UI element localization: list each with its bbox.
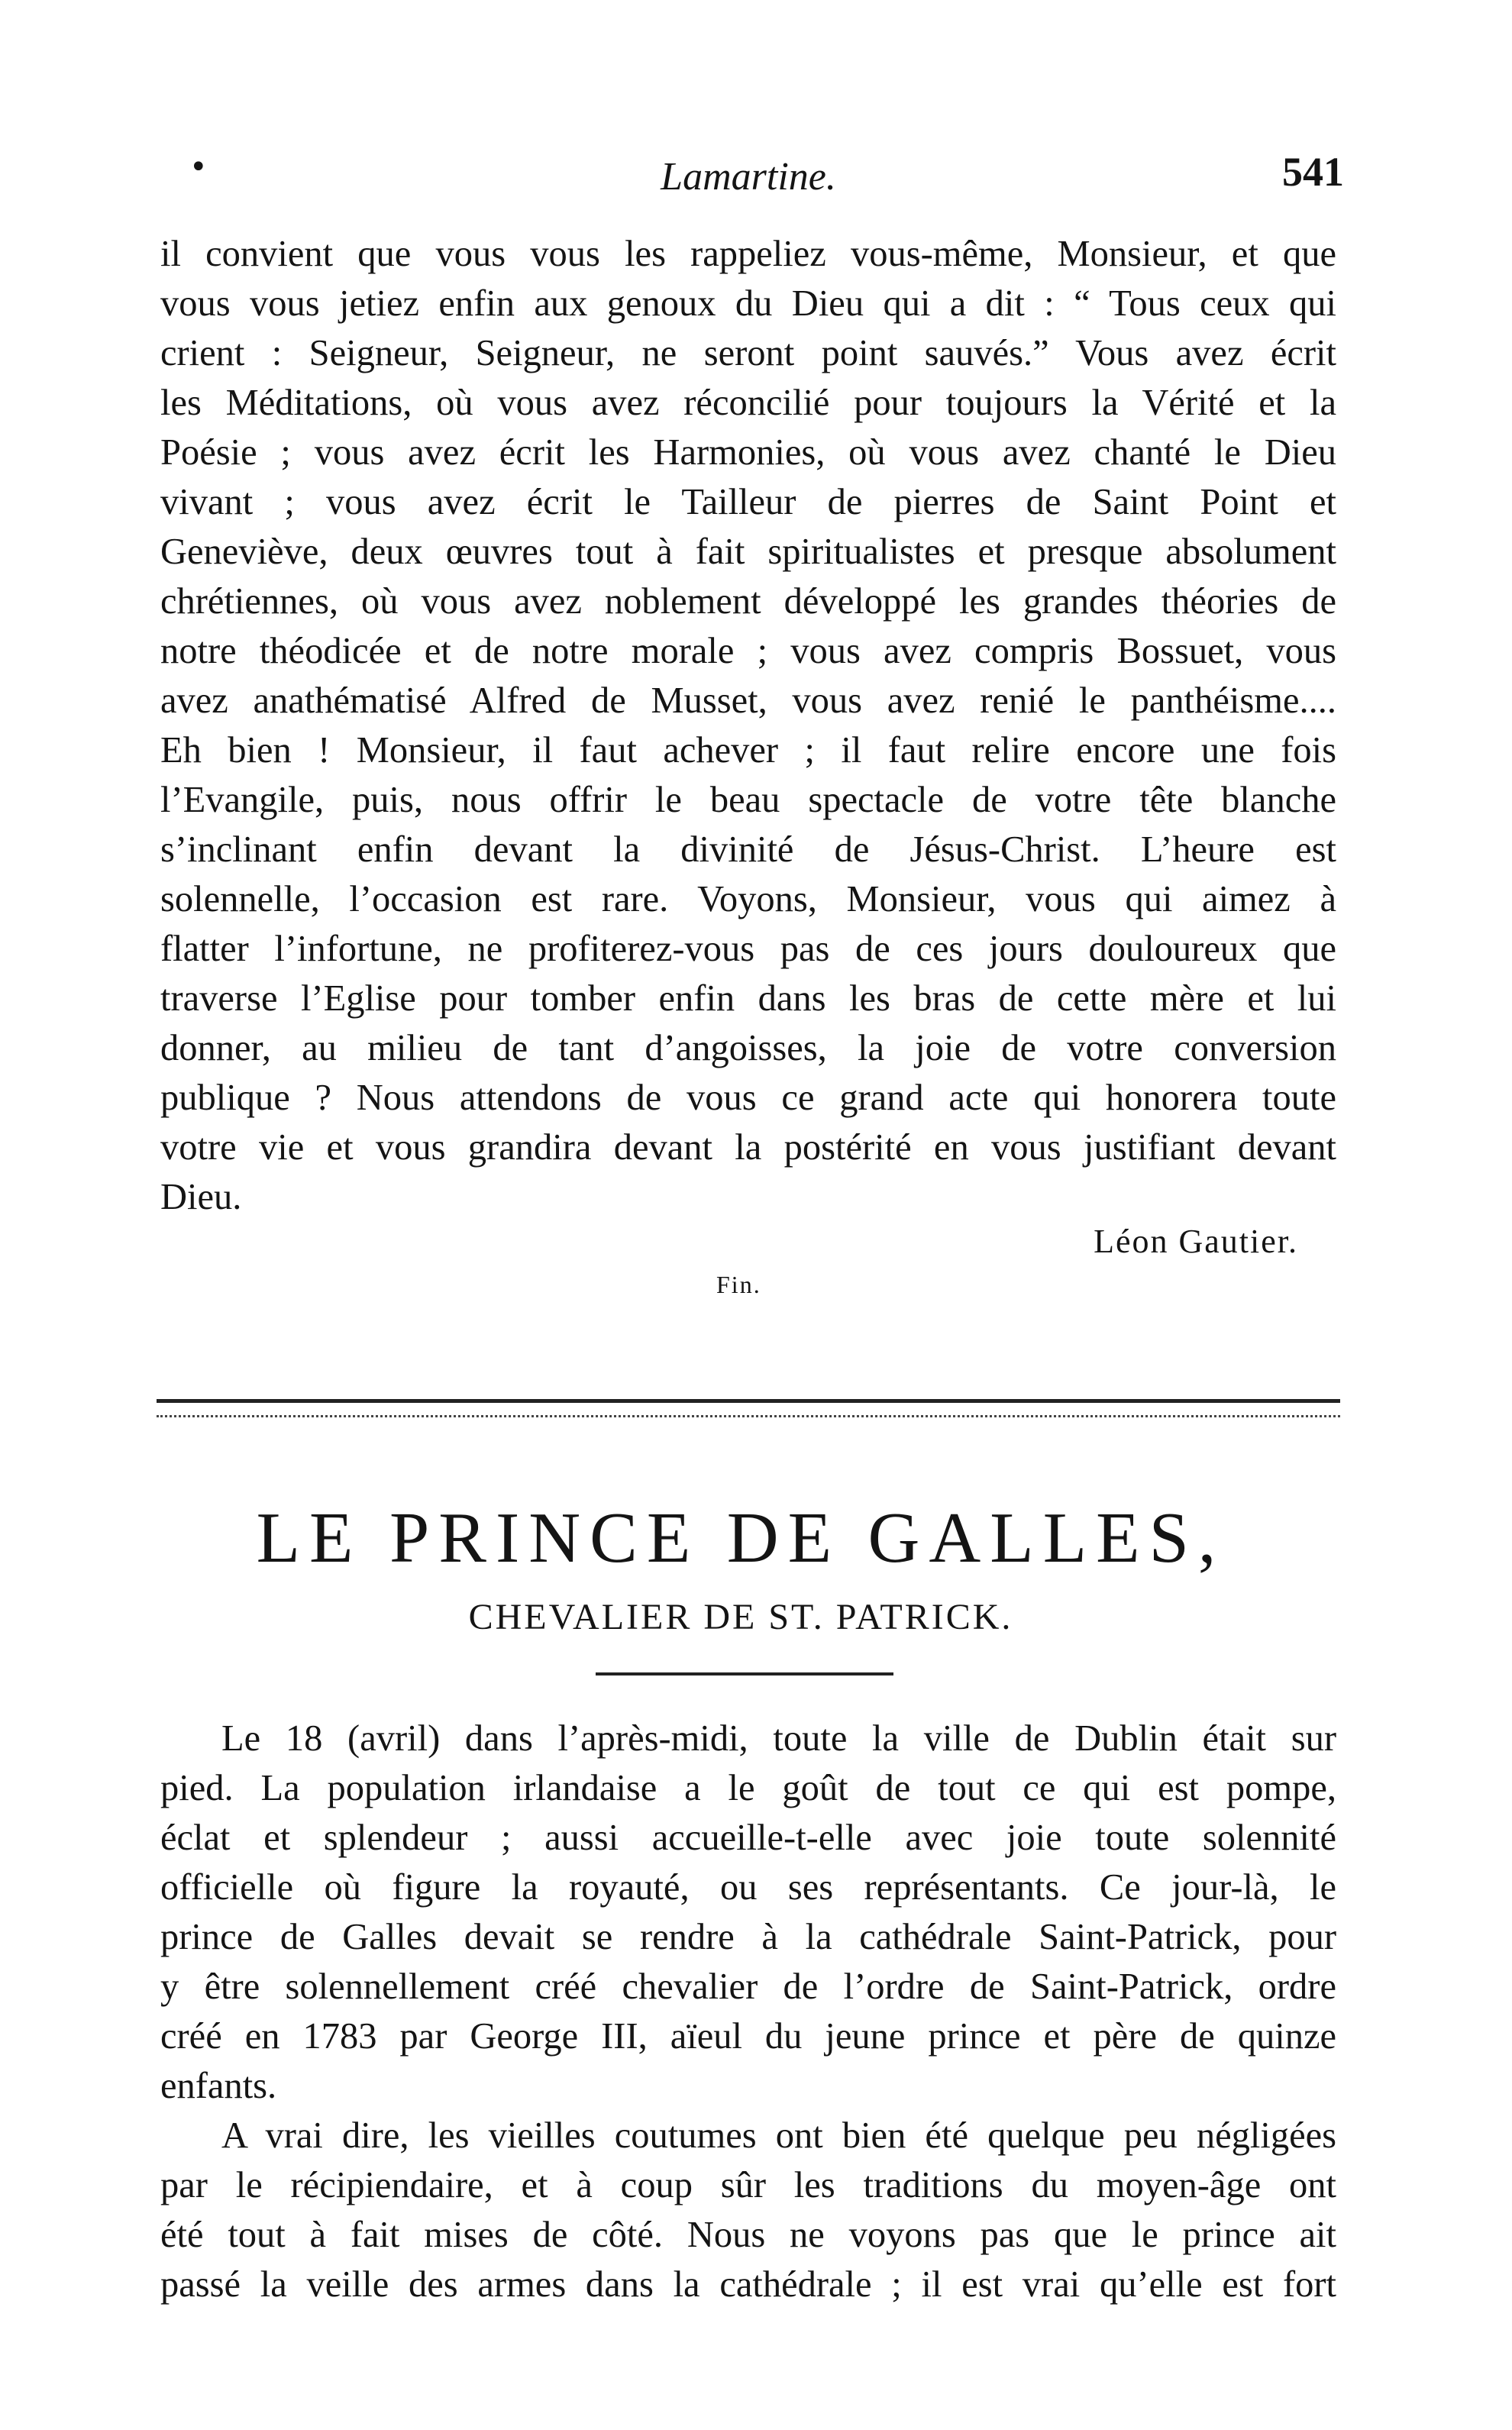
text-line: été tout à fait mises de côté. Nous ne voyons pas que le prince ait — [160, 2215, 1336, 2255]
text-line: vous vous jetiez enfin aux genoux du Dieu qui a dit : “ Tous ceux qui — [160, 283, 1336, 324]
text-line: Poésie ; vous avez écrit les Harmonies, où vous avez chanté le Dieu — [160, 432, 1336, 473]
author-signature: Léon Gautier. — [1094, 1223, 1298, 1260]
text-line: Eh bien ! Monsieur, il faut achever ; il faut relire encore une fois — [160, 730, 1336, 771]
text-line: l’Evangile, puis, nous offrir le beau spectacle de votre tête blanche — [160, 780, 1336, 820]
text-line: notre théodicée et de notre morale ; vous avez compris Bossuet, vous — [160, 631, 1336, 671]
text-line: Dieu. — [160, 1177, 242, 1217]
text-line: avez anathématisé Alfred de Musset, vous avez renié le panthéisme.... — [160, 680, 1336, 721]
text-line: Le 18 (avril) dans l’après-midi, toute la ville de Dublin était sur — [221, 1718, 1336, 1759]
article2-paragraph-2 — [160, 2111, 1336, 2309]
text-line: s’inclinant enfin devant la divinité de Jésus-Christ. L’heure est — [160, 829, 1336, 870]
text-line: traverse l’Eglise pour tomber enfin dans les bras de cette mère et lui — [160, 978, 1336, 1019]
text-line: A vrai dire, les vieilles coutumes ont bien été quelque peu négligées — [221, 2115, 1336, 2156]
article-subtitle: CHEVALIER DE ST. PATRICK. — [468, 1597, 1013, 1637]
text-line: solennelle, l’occasion est rare. Voyons, Monsieur, vous qui aimez à — [160, 879, 1336, 919]
text-line: y être solennellement créé chevalier de l’ordre de Saint-Patrick, ordre — [160, 1966, 1336, 2007]
text-line: passé la veille des armes dans la cathédrale ; il est vrai qu’elle est fort — [160, 2264, 1336, 2305]
article-title: LE PRINCE DE GALLES, — [256, 1498, 1226, 1578]
text-line: Geneviève, deux œuvres tout à fait spiritualistes et presque absolument — [160, 532, 1336, 572]
text-line: crient : Seigneur, Seigneur, ne seront point sauvés.” Vous avez écrit — [160, 333, 1336, 373]
text-line: prince de Galles devait se rendre à la cathédrale Saint-Patrick, pour — [160, 1917, 1336, 1957]
title-rule — [596, 1672, 893, 1675]
fin-mark: Fin. — [716, 1271, 761, 1298]
page-number: 541 — [1282, 149, 1344, 195]
text-line: publique ? Nous attendons de vous ce grand acte qui honorera toute — [160, 1078, 1336, 1118]
text-line: éclat et splendeur ; aussi accueille-t-elle avec joie toute solennité — [160, 1818, 1336, 1858]
header-bullet: • — [189, 150, 208, 185]
text-line: officielle où figure la royauté, ou ses représentants. Ce jour-là, le — [160, 1867, 1336, 1908]
text-line: pied. La population irlandaise a le goût de tout ce qui est pompe, — [160, 1768, 1336, 1808]
running-title: Lamartine. — [661, 155, 836, 199]
article1-body — [160, 229, 1336, 1222]
running-header — [153, 145, 1344, 206]
text-line: chrétiennes, où vous avez noblement développé les grandes théories de — [160, 581, 1336, 622]
text-line: il convient que vous vous les rappeliez vous-même, Monsieur, et que — [160, 234, 1336, 274]
text-line: flatter l’infortune, ne profiterez-vous pas de ces jours douloureux que — [160, 929, 1336, 969]
text-line: votre vie et vous grandira devant la postérité en vous justifiant devant — [160, 1127, 1336, 1168]
article2-paragraph-1 — [160, 1714, 1336, 2111]
section-divider — [157, 1399, 1340, 1417]
text-line: donner, au milieu de tant d’angoisses, la joie de votre conversion — [160, 1028, 1336, 1068]
text-line: par le récipiendaire, et à coup sûr les traditions du moyen-âge ont — [160, 2165, 1336, 2205]
text-line: les Méditations, où vous avez réconcilié pour toujours la Vérité et la — [160, 383, 1336, 423]
text-line: enfants. — [160, 2066, 277, 2106]
text-line: vivant ; vous avez écrit le Tailleur de pierres de Saint Point et — [160, 482, 1336, 522]
text-line: créé en 1783 par George III, aïeul du jeune prince et père de quinze — [160, 2016, 1336, 2057]
